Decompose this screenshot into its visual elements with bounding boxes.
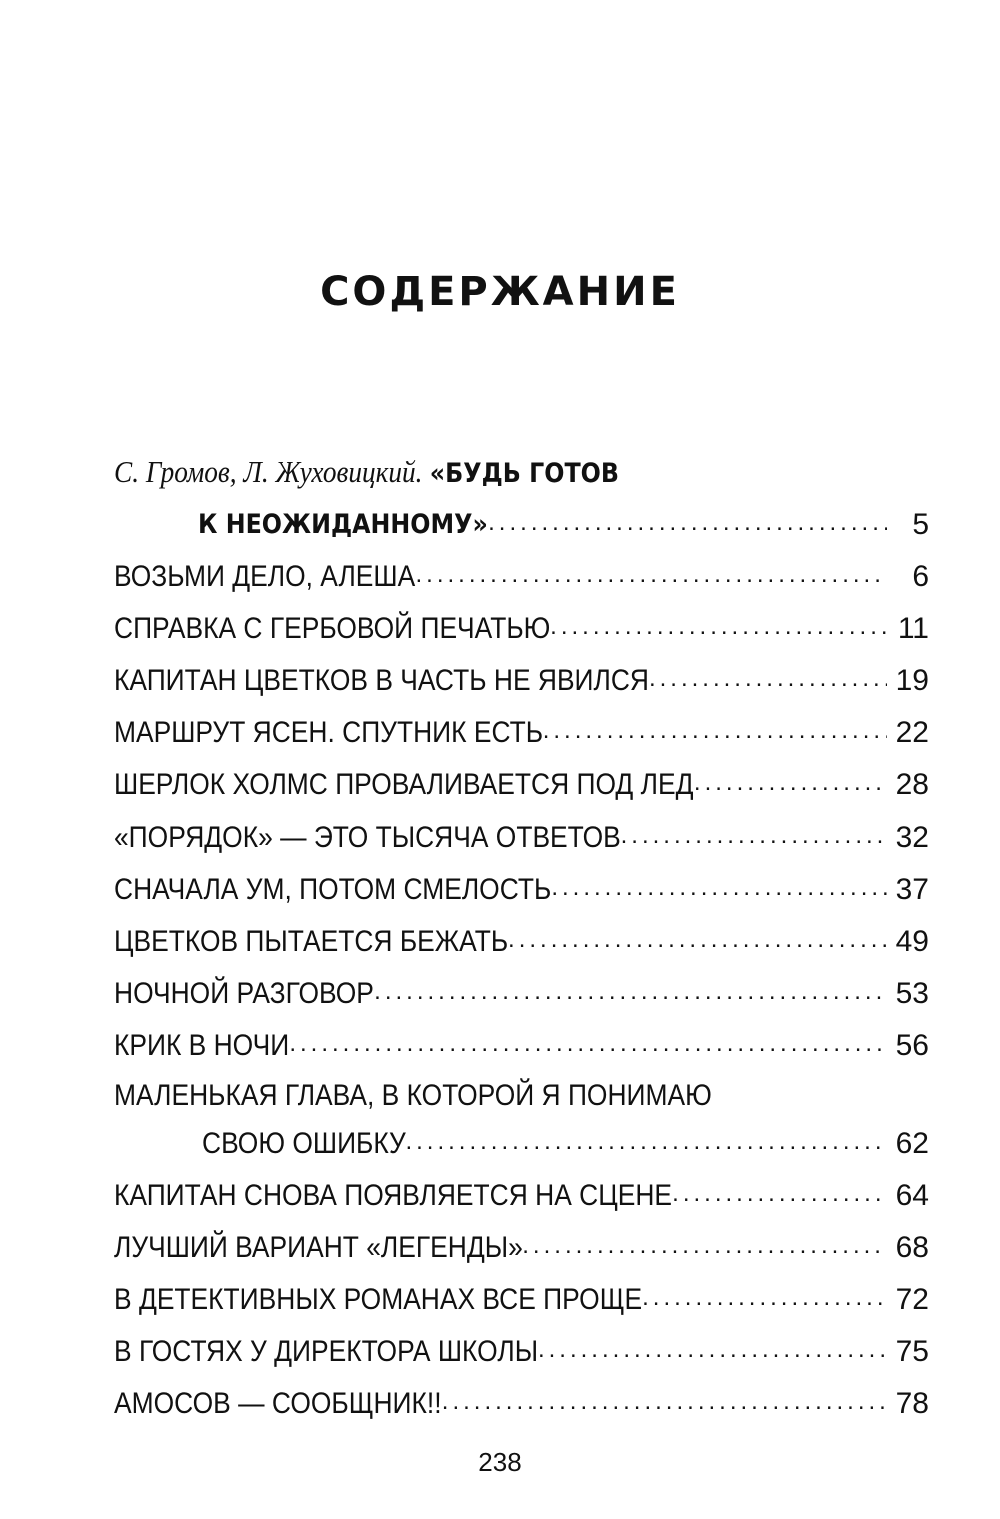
toc-entry[interactable]: [114, 763, 929, 803]
intro-title-line1: «БУДЬ ГОТОВ: [429, 458, 619, 489]
toc-entry[interactable]: [114, 816, 929, 856]
leader-dots: [642, 1282, 887, 1318]
entry-page: 68: [895, 1231, 929, 1264]
leader-dots: [488, 507, 887, 543]
toc-entry[interactable]: [114, 972, 929, 1012]
entry-title: МАЛЕНЬКАЯ ГЛАВА, В КОТОРОЙ Я ПОНИМАЮ: [114, 1079, 712, 1112]
leader-dots: [694, 767, 887, 803]
intro-title-line2: К НЕОЖИДАННОМУ»: [198, 509, 488, 540]
entry-title: КАПИТАН ЦВЕТКОВ В ЧАСТЬ НЕ ЯВИЛСЯ: [114, 664, 649, 697]
entry-title: СВОЮ ОШИБКУ: [202, 1127, 406, 1160]
entry-title: ШЕРЛОК ХОЛМС ПРОВАЛИВАЕТСЯ ПОД ЛЕД: [114, 768, 694, 801]
entry-title: «ПОРЯДОК» — ЭТО ТЫСЯЧА ОТВЕТОВ: [114, 821, 621, 854]
toc-entry[interactable]: [114, 1278, 929, 1318]
toc-entry[interactable]: [114, 920, 929, 960]
page-title: СОДЕРЖАНИЕ: [320, 269, 680, 315]
toc-entry[interactable]: [114, 1382, 929, 1422]
leader-dots: [551, 872, 887, 908]
leader-dots: [672, 1178, 887, 1214]
entry-title: СПРАВКА С ГЕРБОВОЙ ПЕЧАТЬЮ: [114, 612, 551, 645]
toc-entry[interactable]: [114, 868, 929, 908]
entry-page: 72: [895, 1283, 929, 1316]
entry-page: 78: [895, 1387, 929, 1420]
toc-entry[interactable]: [114, 555, 929, 595]
entry-title: В ГОСТЯХ У ДИРЕКТОРА ШКОЛЫ: [114, 1335, 539, 1368]
entry-title: НОЧНОЙ РАЗГОВОР: [114, 977, 374, 1010]
entry-title: ВОЗЬМИ ДЕЛО, АЛЕША: [114, 560, 416, 593]
entry-page: 19: [895, 664, 929, 697]
entry-page: 11: [897, 612, 929, 645]
intro-author: С. Громов, Л. Жуховицкий.: [114, 454, 423, 489]
entry-title: СНАЧАЛА УМ, ПОТОМ СМЕЛОСТЬ: [114, 873, 552, 906]
entry-title: КАПИТАН СНОВА ПОЯВЛЯЕТСЯ НА СЦЕНЕ: [114, 1179, 673, 1212]
entry-page: 56: [895, 1029, 929, 1062]
toc-entry[interactable]: [114, 1024, 929, 1064]
leader-dots: [289, 1028, 887, 1064]
entry-page: 53: [895, 977, 929, 1010]
entry-title: КРИК В НОЧИ: [114, 1029, 290, 1062]
toc-entry[interactable]: [114, 1226, 929, 1266]
entry-page: 37: [895, 873, 929, 906]
entry-page: 6: [912, 560, 929, 593]
toc-entry[interactable]: [114, 1174, 929, 1214]
leader-dots: [649, 663, 887, 699]
entry-title: АМОСОВ — СООБЩНИК!!: [114, 1387, 442, 1420]
leader-dots: [621, 820, 887, 856]
toc-entry[interactable]: [114, 711, 929, 751]
toc-entry[interactable]: [114, 659, 929, 699]
page-number: 238: [478, 1447, 522, 1477]
leader-dots: [416, 559, 888, 595]
leader-dots: [538, 1334, 887, 1370]
entry-page: 75: [895, 1335, 929, 1368]
table-of-contents: [114, 0, 929, 1519]
entry-title: МАРШРУТ ЯСЕН. СПУТНИК ЕСТЬ: [114, 716, 544, 749]
leader-dots: [374, 976, 887, 1012]
entry-page: 49: [895, 925, 929, 958]
toc-entry[interactable]: [114, 1122, 929, 1162]
entry-title: В ДЕТЕКТИВНЫХ РОМАНАХ ВСЕ ПРОЩЕ: [114, 1283, 643, 1316]
leader-dots: [405, 1126, 887, 1162]
entry-page: 28: [895, 768, 929, 801]
toc-intro-line1: [114, 452, 929, 492]
entry-page: 62: [895, 1127, 929, 1160]
entry-title: ЛУЧШИЙ ВАРИАНТ «ЛЕГЕНДЫ»: [114, 1231, 523, 1264]
leader-dots: [508, 924, 887, 960]
leader-dots: [550, 611, 887, 647]
toc-entry[interactable]: [114, 503, 929, 543]
leader-dots: [543, 715, 887, 751]
leader-dots: [522, 1230, 887, 1266]
toc-entry-line1: [114, 1074, 929, 1114]
leader-dots: [442, 1386, 887, 1422]
toc-entry[interactable]: [114, 1330, 929, 1370]
entry-page: 32: [895, 821, 929, 854]
entry-title: ЦВЕТКОВ ПЫТАЕТСЯ БЕЖАТЬ: [114, 925, 509, 958]
entry-page: 22: [895, 716, 929, 749]
toc-entry[interactable]: [114, 607, 929, 647]
entry-page: 64: [895, 1179, 929, 1212]
entry-page: 5: [912, 508, 929, 541]
